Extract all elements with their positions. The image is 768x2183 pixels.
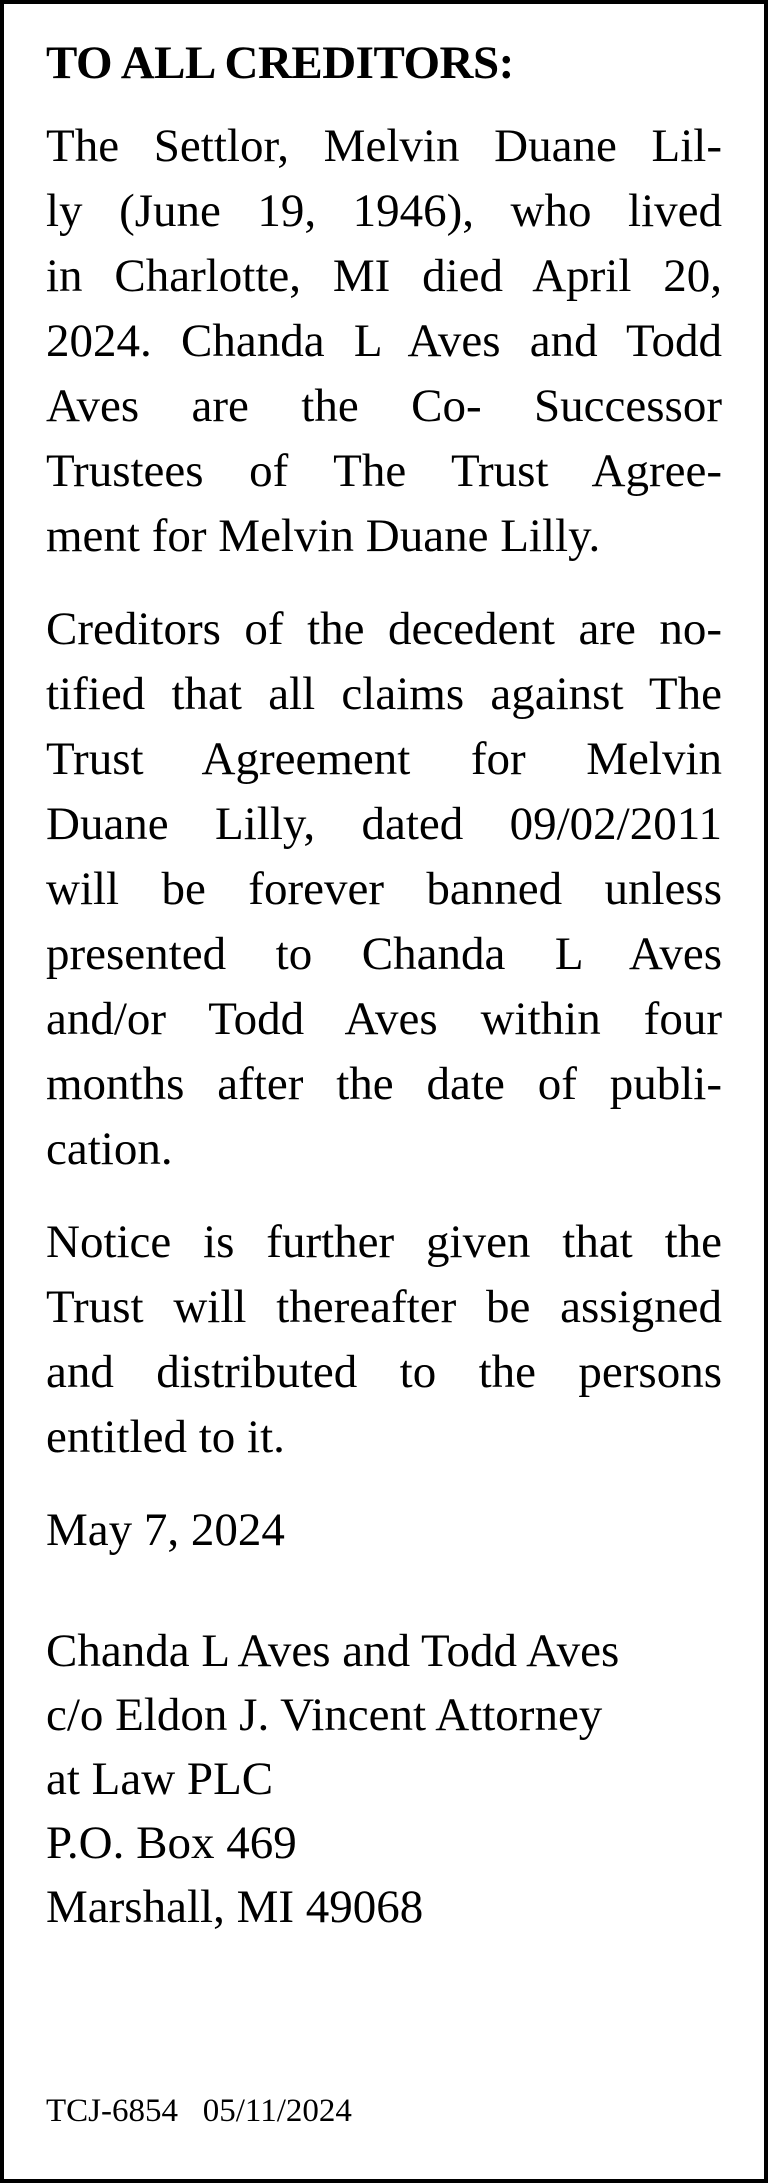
paragraph-line: Trustees of The Trust Agree- <box>46 445 722 497</box>
signature-line: at Law PLC <box>46 1753 274 1805</box>
signature-line: P.O. Box 469 <box>46 1817 297 1869</box>
signature-line: Chanda L Aves and Todd Aves <box>46 1625 620 1677</box>
paragraph-line: and/or Todd Aves within four <box>46 993 722 1045</box>
paragraph-line: ment for Melvin Duane Lilly. <box>46 510 601 562</box>
paragraph-line: Creditors of the decedent are no- <box>46 603 722 655</box>
paragraph-distribution <box>46 1210 722 1470</box>
paragraph-line: in Charlotte, MI died April 20, <box>46 250 722 302</box>
paragraph-line: Trust Agreement for Melvin <box>46 733 722 785</box>
paragraph-line: cation. <box>46 1123 173 1175</box>
paragraph-line: months after the date of publi- <box>46 1058 722 1110</box>
paragraph-line: Duane Lilly, dated 09/02/2011 <box>46 798 722 850</box>
signature-line: c/o Eldon J. Vincent Attorney <box>46 1689 603 1741</box>
signature-block <box>46 1619 722 1939</box>
footer-ref: TCJ-6854 <box>46 2093 178 2129</box>
footer-date: 05/11/2024 <box>202 2093 352 2129</box>
paragraph-line: tified that all claims against The <box>46 668 722 720</box>
paragraph-line: presented to Chanda L Aves <box>46 928 722 980</box>
notice-heading: TO ALL CREDITORS: <box>46 37 514 89</box>
paragraph-settlor <box>46 114 722 569</box>
paragraph-line: Aves are the Co- Successor <box>46 380 722 432</box>
paragraph-line: ly (June 19, 1946), who lived <box>46 185 722 237</box>
signature-line: Marshall, MI 49068 <box>46 1881 424 1933</box>
paragraph-line: will be forever banned unless <box>46 863 722 915</box>
paragraph-creditors <box>46 597 722 1182</box>
publication-footer <box>46 2091 352 2131</box>
paragraph-line: Notice is further given that the <box>46 1216 722 1268</box>
paragraph-line: Trust will thereafter be assigned <box>46 1281 722 1333</box>
paragraph-line: 2024. Chanda L Aves and Todd <box>46 315 722 367</box>
paragraph-line: entitled to it. <box>46 1411 285 1463</box>
paragraph-line: The Settlor, Melvin Duane Lil- <box>46 120 722 172</box>
paragraph-line: and distributed to the persons <box>46 1346 722 1398</box>
notice-date: May 7, 2024 <box>46 1504 285 1556</box>
